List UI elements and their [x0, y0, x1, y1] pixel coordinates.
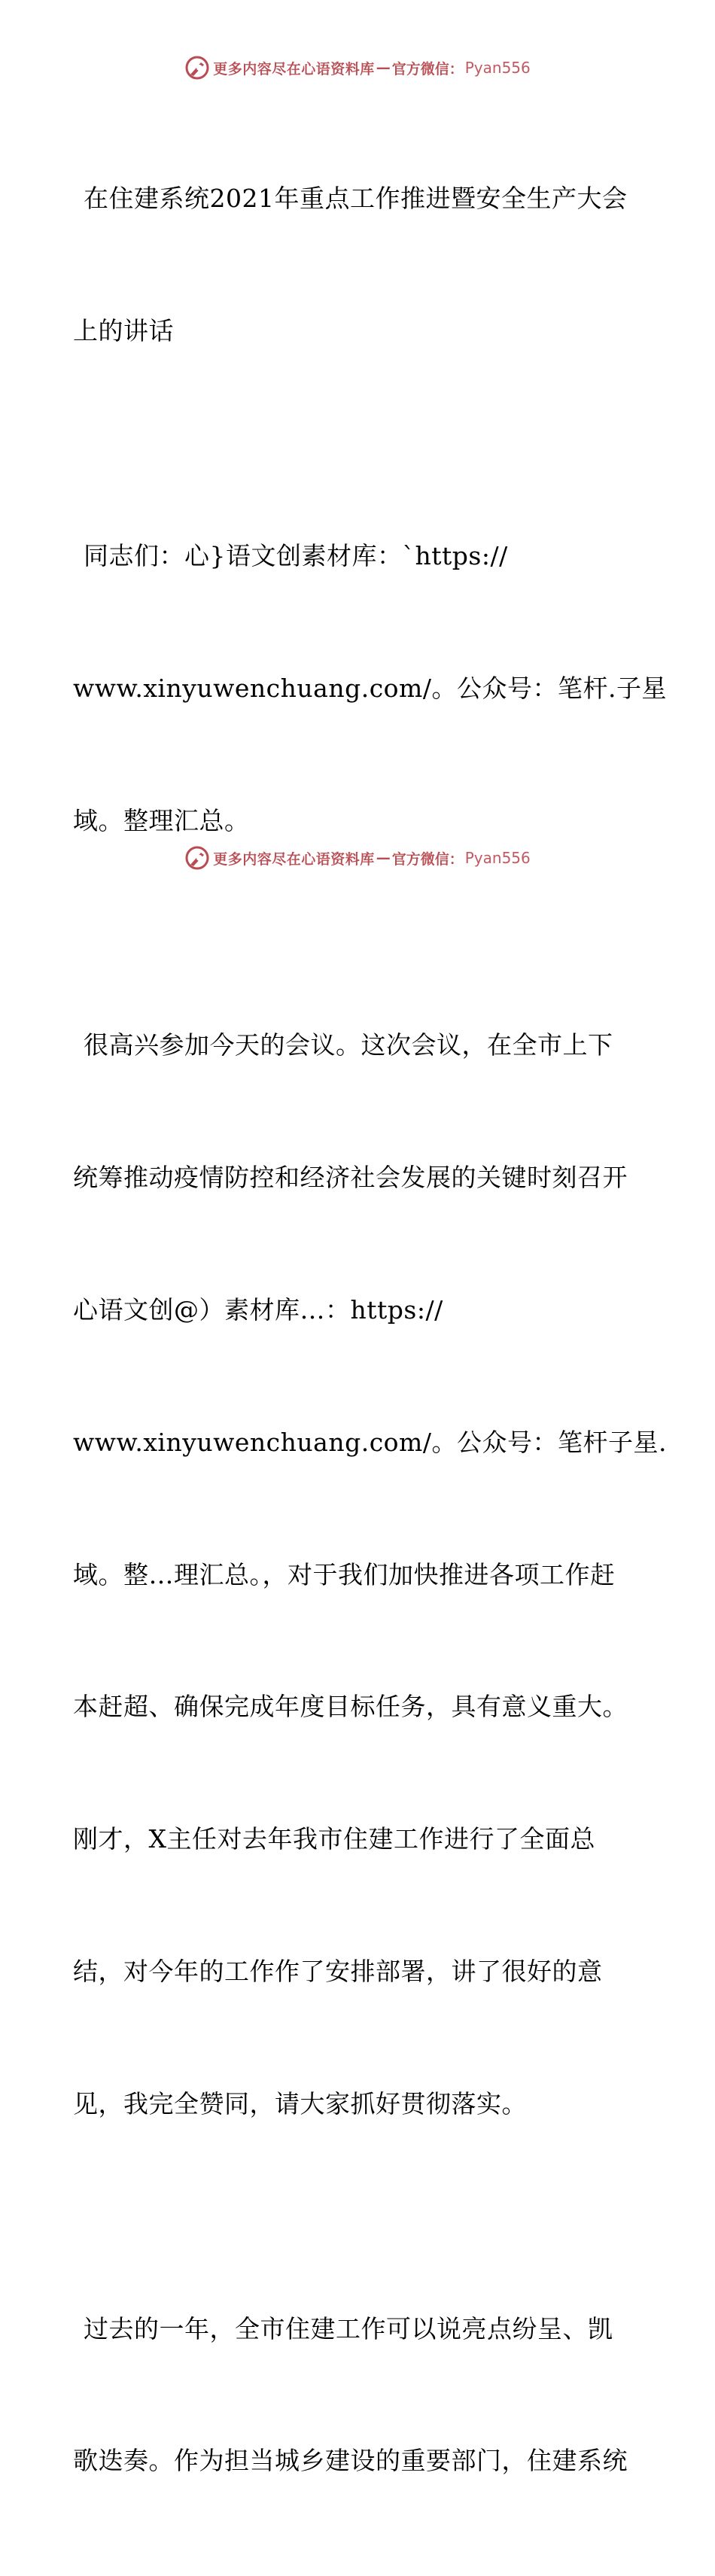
text-line: 结，对今年的工作作了安排部署，讲了很好的意	[73, 1956, 603, 1986]
paragraph-review	[73, 2219, 645, 2572]
pen-logo-icon	[184, 845, 210, 871]
text-line: 刚才，X主任对去年我市住建工作进行了全面总	[73, 1824, 595, 1854]
paragraph-intro	[73, 935, 667, 2214]
watermark-wechat-id: Pyan556	[464, 849, 531, 867]
document-title	[73, 89, 645, 442]
text-line: 域。整理汇总。	[73, 805, 250, 835]
watermark-wechat-label: 官方微信：	[391, 60, 464, 78]
watermark-site-text: 更多内容尽在心语资料库	[213, 850, 375, 868]
text-line: 见，我完全赞同，请大家抓好贯彻落实。	[73, 2088, 527, 2118]
text-line: www.xinyuwenchuang.com/。公众号：笔杆.子星	[73, 673, 667, 703]
text-line: www.xinyuwenchuang.com/。公众号：笔杆子星.	[73, 1427, 667, 1457]
text-line: 同志们：心}语文创素材库：`https://	[84, 540, 508, 570]
header-watermark	[0, 53, 715, 83]
watermark-wechat-id: Pyan556	[464, 59, 531, 77]
watermark-separator: —	[376, 59, 391, 76]
text-line: 过去的一年，全市住建工作可以说亮点纷呈、凯	[84, 2313, 613, 2343]
watermark-wechat-label: 官方微信：	[391, 850, 464, 868]
text-line: 域。整…理汇总。，对于我们加快推进各项工作赶	[73, 1559, 616, 1589]
text-line: 歌迭奏。作为担当城乡建设的重要部门，住建系统	[73, 2446, 628, 2476]
footer-watermark	[0, 843, 715, 873]
pen-logo-icon	[184, 55, 210, 81]
watermark-site-text: 更多内容尽在心语资料库	[213, 60, 375, 78]
text-line: 本赶超、确保完成年度目标任务，具有意义重大。	[73, 1692, 628, 1722]
text-line: 统筹推动疫情防控和经济社会发展的关键时刻召开	[73, 1163, 628, 1193]
watermark-separator: —	[376, 850, 391, 866]
document-body	[73, 89, 667, 2576]
text-line: 很高兴参加今天的会议。这次会议，在全市上下	[84, 1030, 613, 1060]
text-line: 上的讲话	[73, 315, 174, 345]
text-line: 在住建系统2021年重点工作推进暨安全生产大会	[84, 184, 628, 214]
text-line: 心语文创@）素材库…：https://	[73, 1295, 443, 1325]
